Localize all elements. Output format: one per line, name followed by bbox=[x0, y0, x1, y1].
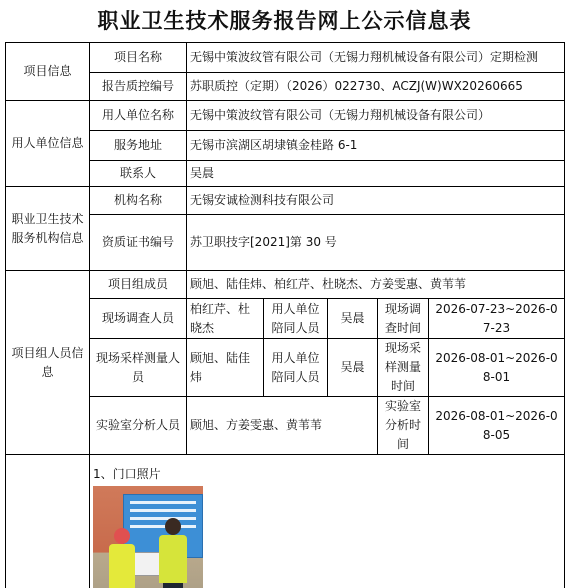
contact-value: 吴晨 bbox=[187, 161, 565, 187]
employer-info-group-label: 用人单位信息 bbox=[6, 101, 90, 187]
photo-person-right bbox=[159, 518, 187, 588]
sampling-staff: 顾旭、陆佳炜 bbox=[187, 339, 264, 397]
contact-label: 联系人 bbox=[90, 161, 187, 187]
sampling-time-label: 现场采样测量时间 bbox=[378, 339, 429, 397]
cert-row bbox=[6, 215, 565, 271]
lab-row bbox=[6, 397, 565, 455]
personnel-group-label: 项目组人员信息 bbox=[6, 271, 90, 455]
service-address-row bbox=[6, 131, 565, 161]
members-row bbox=[6, 271, 565, 299]
employer-name-value: 无锡中策波纹管有限公司（无锡力翔机械设备有限公司） bbox=[187, 101, 565, 131]
site-survey-staff: 柏红芹、杜晓杰 bbox=[187, 299, 264, 339]
site-survey-escort: 吴晨 bbox=[328, 299, 378, 339]
project-name-value: 无锡中策波纹管有限公司（无锡力翔机械设备有限公司）定期检测 bbox=[187, 43, 565, 73]
project-info-group-label: 项目信息 bbox=[6, 43, 90, 101]
sampling-row bbox=[6, 339, 565, 397]
report-no-value: 苏职质控（定期）（2026）022730、ACZJ(W)WX20260665 bbox=[187, 73, 565, 101]
sampling-label: 现场采样测量人员 bbox=[90, 339, 187, 397]
entrance-photo bbox=[93, 486, 203, 588]
cert-value: 苏卫职技字[2021]第 30 号 bbox=[187, 215, 565, 271]
lab-time: 2026-08-01~2026-08-05 bbox=[429, 397, 565, 455]
service-address-value: 无锡市滨湖区胡埭镇金桂路 6-1 bbox=[187, 131, 565, 161]
report-no-label: 报告质控编号 bbox=[90, 73, 187, 101]
disclosure-table bbox=[5, 42, 565, 588]
lab-label: 实验室分析人员 bbox=[90, 397, 187, 455]
service-address-label: 服务地址 bbox=[90, 131, 187, 161]
photo-person-left bbox=[109, 528, 135, 588]
site-survey-label: 现场调查人员 bbox=[90, 299, 187, 339]
photo-left-blank bbox=[6, 455, 90, 588]
agency-name-row bbox=[6, 187, 565, 215]
site-survey-time-label: 现场调查时间 bbox=[378, 299, 429, 339]
project-name-label: 项目名称 bbox=[90, 43, 187, 73]
site-survey-escort-label: 用人单位陪同人员 bbox=[264, 299, 328, 339]
employer-name-row bbox=[6, 101, 565, 131]
employer-name-label: 用人单位名称 bbox=[90, 101, 187, 131]
members-label: 项目组成员 bbox=[90, 271, 187, 299]
report-no-row bbox=[6, 73, 565, 101]
cert-label: 资质证书编号 bbox=[90, 215, 187, 271]
photo-row bbox=[6, 455, 565, 588]
agency-name-value: 无锡安诚检测科技有限公司 bbox=[187, 187, 565, 215]
project-name-row bbox=[6, 43, 565, 73]
lab-time-label: 实验室分析时间 bbox=[378, 397, 429, 455]
page-title: 职业卫生技术服务报告网上公示信息表 bbox=[97, 9, 472, 33]
agency-info-group-label: 职业卫生技术服务机构信息 bbox=[6, 187, 90, 271]
lab-staff: 顾旭、方姜雯惠、黄苇苇 bbox=[187, 397, 378, 455]
sampling-escort-label: 用人单位陪同人员 bbox=[264, 339, 328, 397]
members-value: 顾旭、陆佳炜、柏红芹、杜晓杰、方姜雯惠、黄苇苇 bbox=[187, 271, 565, 299]
agency-name-label: 机构名称 bbox=[90, 187, 187, 215]
sampling-escort: 吴晨 bbox=[328, 339, 378, 397]
site-survey-row bbox=[6, 299, 565, 339]
site-survey-time: 2026-07-23~2026-07-23 bbox=[429, 299, 565, 339]
sampling-time: 2026-08-01~2026-08-01 bbox=[429, 339, 565, 397]
contact-row bbox=[6, 161, 565, 187]
photo-cell bbox=[90, 455, 565, 588]
entrance-photo-label: 1、门口照片 bbox=[93, 466, 161, 481]
